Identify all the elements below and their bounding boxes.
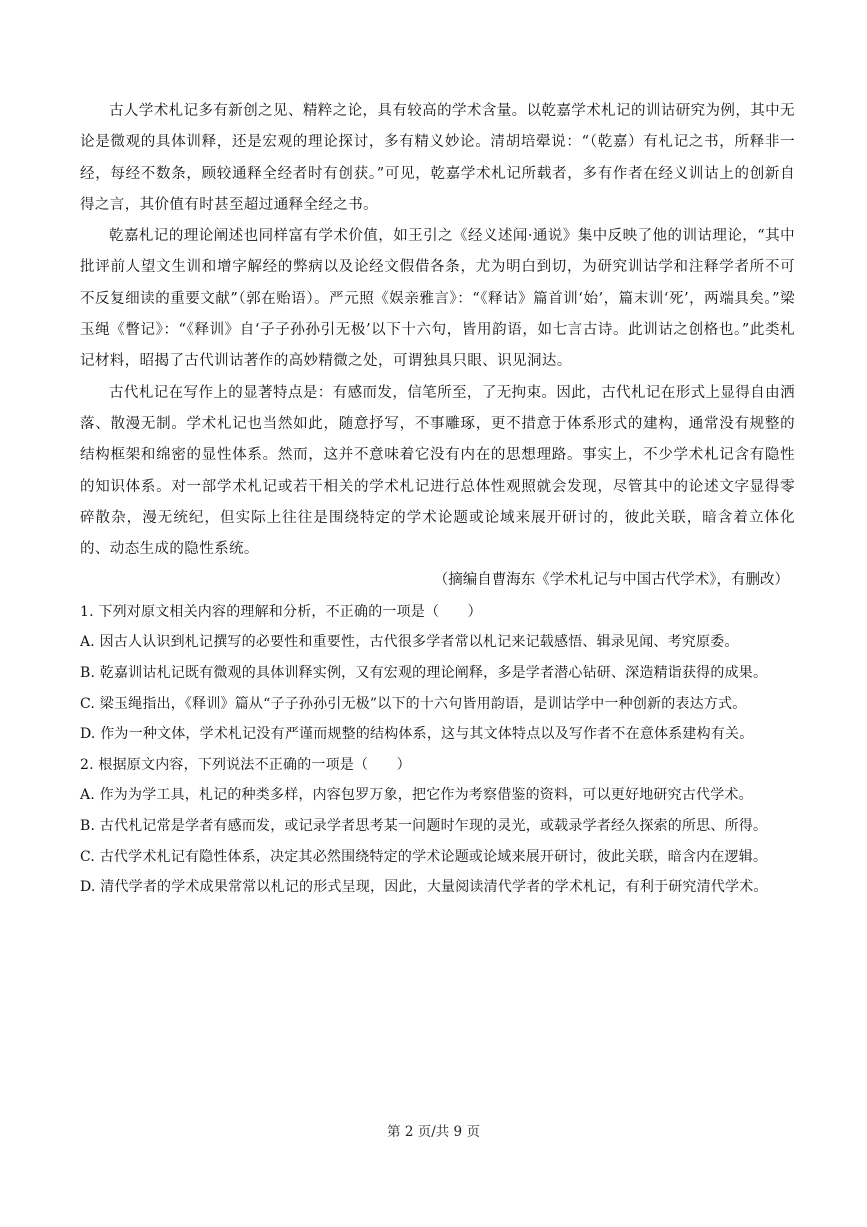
question-2-option-b: B. 古代札记常是学者有感而发，或记录学者思考某一问题时乍现的灵光，或载录学者经久探索的所思、所得。 bbox=[80, 817, 768, 834]
passage-source: （摘编自曹海东《学术札记与中国古代学术》，有删改） bbox=[433, 572, 789, 589]
passage-paragraph-2: 乾嘉札记的理论阐述也同样富有学术价值，如王引之《经义述闻·通说》集中反映了他的训诂理论，“其中批评前人望文生训和增字解经的弊病以及论经文假借各条，尤为明白到切，为研究训诂学和注释学者所不可不反复细读的重要文献”（郭在贻语）。严元照《娱亲雅言》：“《释诂》篇首训‘始’，篇末训‘死’，两端具矣。”梁玉绳《瞥记》：“《释训》自‘子子孙孙引无极’以下十六句，皆用韵语，如七言古诗。此训诂之创格也。”此类札记材料，昭揭了古代训诂著作的高妙精微之处，可谓独具只眼、识见洞达。 bbox=[80, 228, 795, 370]
question-2-option-a: A. 作为为学工具，札记的种类多样，内容包罗万象，把它作为考察借鉴的资料，可以更好地研究古代学术。 bbox=[80, 787, 753, 804]
page-number-footer: 第 2 页/共 9 页 bbox=[387, 1124, 480, 1140]
question-1-option-a: A. 因古人认识到札记撰写的必要性和重要性，古代很多学者常以札记来记载感悟、辑录见闻、考究原委。 bbox=[80, 634, 739, 651]
passage-paragraph-3: 古代札记在写作上的显著特点是：有感而发，信笔所至，了无拘束。因此，古代札记在形式上显得自由洒落、散漫无制。学术札记也当然如此，随意抒写，不事雕琢，更不措意于体系形式的建构，通常没有规整的结构框架和绵密的显性体系。然而，这并不意味着它没有内在的思想理路。事实上，不少学术札记含有隐性的知识体系。对一部学术札记或若干相关的学术札记进行总体性观照就会发现，尽管其中的论述文字显得零碎散杂，漫无统纪，但实际上往往是围绕特定的学术论题或论域来展开研讨的，彼此关联，暗含着立体化的、动态生成的隐性系统。 bbox=[80, 384, 795, 558]
question-2-stem: 2. 根据原文内容，下列说法不正确的一项是（ ） bbox=[80, 756, 411, 773]
question-2-option-d: D. 清代学者的学术成果常常以札记的形式呈现，因此，大量阅读清代学者的学术札记，有利于研究清代学术。 bbox=[80, 879, 768, 896]
question-1-option-b: B. 乾嘉训诂札记既有微观的具体训释实例，又有宏观的理论阐释，多是学者潜心钻研、深造精诣获得的成果。 bbox=[80, 664, 768, 681]
question-1-option-d: D. 作为一种文体，学术札记没有严谨而规整的结构体系，这与其文体特点以及写作者不在意体系建构有关。 bbox=[80, 726, 754, 743]
question-2-option-c: C. 古代学术札记有隐性体系，决定其必然围绕特定的学术论题或论域来展开研讨，彼此关联，暗含内在逻辑。 bbox=[80, 848, 768, 865]
question-1-stem: 1. 下列对原文相关内容的理解和分析，不正确的一项是（ ） bbox=[80, 603, 482, 620]
page-content bbox=[80, 96, 795, 903]
passage-paragraph-1: 古人学术札记多有新创之见、精粹之论，具有较高的学术含量。以乾嘉学术札记的训诂研究为例，其中无论是微观的具体训释，还是宏观的理论探讨，多有精义妙论。清胡培翚说：“（乾嘉）有札记之书，所释非一经，每经不数条，顾较通释全经者时有创获。”可见，乾嘉学术札记所载者，多有作者在经义训诂上的创新自得之言，其价值有时甚至超过通释全经之书。 bbox=[80, 103, 795, 213]
question-1-option-c: C. 梁玉绳指出，《释训》篇从“子子孙孙引无极”以下的十六句皆用韵语，是训诂学中一种创新的表达方式。 bbox=[80, 695, 747, 712]
